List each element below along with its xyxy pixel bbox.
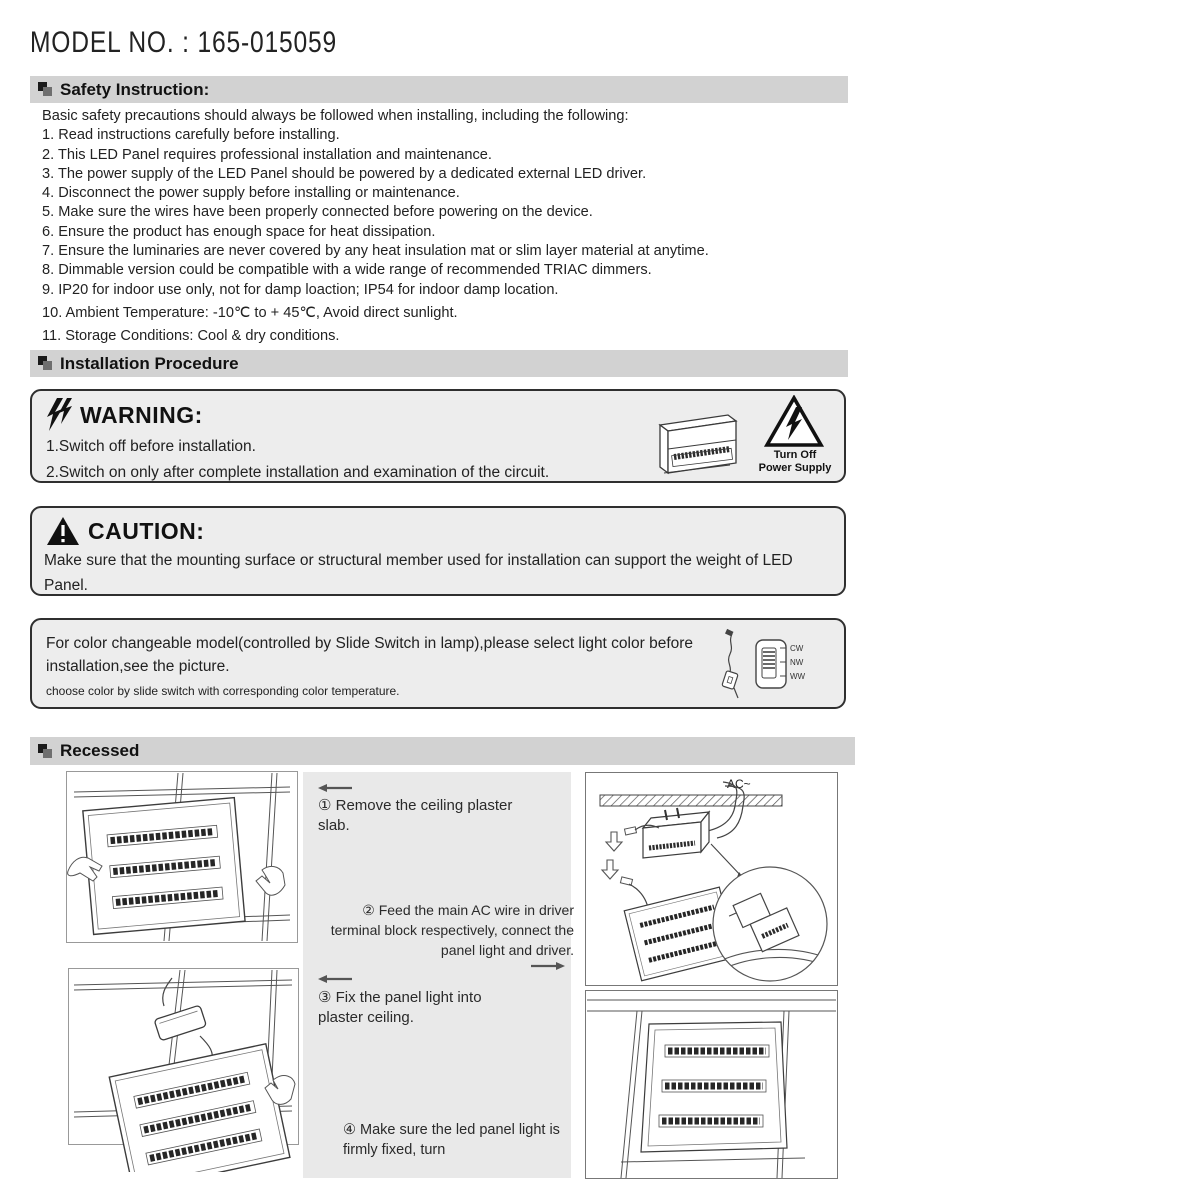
safety-item: 11. Storage Conditions: Cool & dry conditions.: [42, 328, 340, 345]
step-1: ① Remove the ceiling plaster slab.: [318, 797, 513, 834]
diagram-fix-panel: [60, 960, 300, 1172]
safety-instructions: [42, 107, 842, 347]
section-header-recessed: [30, 737, 855, 765]
safety-item: 1. Read instructions carefully before installing.: [42, 127, 340, 144]
arrow-right-icon: [529, 960, 565, 972]
warning-title: WARNING:: [80, 401, 203, 428]
safety-item: 8. Dimmable version could be compatible with a wide range of recommended TRIAC dimmers.: [42, 262, 652, 279]
step-4: ④ Make sure the led panel light is firmly fixed, turn: [343, 1122, 560, 1158]
safety-item: 10. Ambient Temperature: -10℃ to + 45℃, Avoid direct sunlight.: [42, 304, 458, 321]
warning-box: [30, 389, 846, 483]
diagram-remove-slab: [66, 771, 298, 943]
ac-label: AC~: [727, 777, 751, 791]
caution-triangle-icon: [46, 516, 80, 546]
slide-switch-illustration: [704, 626, 824, 704]
step-3: ③ Fix the panel light into plaster ceiling.: [318, 989, 482, 1026]
safety-item: 6. Ensure the product has enough space for heat dissipation.: [42, 223, 436, 240]
section-header-installation: [30, 350, 848, 377]
turn-off-power-supply-label: Turn Off Power Supply: [758, 449, 832, 474]
switch-label-ww: WW: [790, 672, 806, 681]
color-note-subtext: choose color by slide switch with corresponding color temperature.: [46, 684, 400, 698]
caution-box: [30, 506, 846, 596]
color-note-text: For color changeable model(controlled by Slide Switch in lamp),please select light color before installation,see the picture.: [46, 635, 694, 675]
electric-warning-triangle-icon: [764, 395, 824, 448]
diagram-installed-panel: [585, 990, 838, 1179]
instruction-column: [303, 772, 574, 1178]
section-squares-icon: [38, 356, 53, 371]
section-squares-icon: [38, 82, 53, 97]
page-title: MODEL NO. : 165-015059: [30, 26, 338, 59]
safety-item: 9. IP20 for indoor use only, not for damp loaction; IP54 for indoor damp location.: [42, 281, 559, 298]
section-title: Recessed: [60, 741, 140, 760]
safety-item: 7. Ensure the luminaries are never covered by any heat insulation mat or slim layer material at anytime.: [42, 243, 709, 260]
switch-label-cw: CW: [790, 644, 804, 653]
switch-label-nw: NW: [790, 658, 804, 667]
diagram-wiring: [585, 772, 838, 986]
safety-item: 3. The power supply of the LED Panel should be powered by a dedicated external LED driver.: [42, 165, 647, 182]
lightning-icon: [46, 398, 72, 432]
safety-item: 2. This LED Panel requires professional installation and maintenance.: [42, 146, 492, 163]
color-select-box: [30, 618, 846, 709]
safety-item: 4. Disconnect the power supply before installing or maintenance.: [42, 185, 460, 202]
arrow-left-icon: [318, 782, 354, 794]
section-title: Safety Instruction:: [60, 79, 210, 99]
caution-text: Make sure that the mounting surface or structural member used for installation can support the weight of LED Panel.: [44, 552, 793, 594]
warning-item: 1.Switch off before installation.: [46, 438, 256, 455]
section-header-safety: [30, 76, 848, 103]
step-2: ② Feed the main AC wire in driver terminal block respectively, connect the panel light and driver.: [330, 902, 574, 958]
section-title: Installation Procedure: [60, 353, 239, 373]
warning-item: 2.Switch on only after complete installation and examination of the circuit.: [46, 464, 550, 481]
caution-title: CAUTION:: [88, 517, 205, 544]
section-squares-icon: [38, 744, 53, 759]
arrow-left-icon: [318, 973, 354, 985]
safety-item: 5. Make sure the wires have been properly connected before powering on the device.: [42, 204, 593, 221]
safety-intro: Basic safety precautions should always be followed when installing, including the following:: [42, 108, 629, 124]
